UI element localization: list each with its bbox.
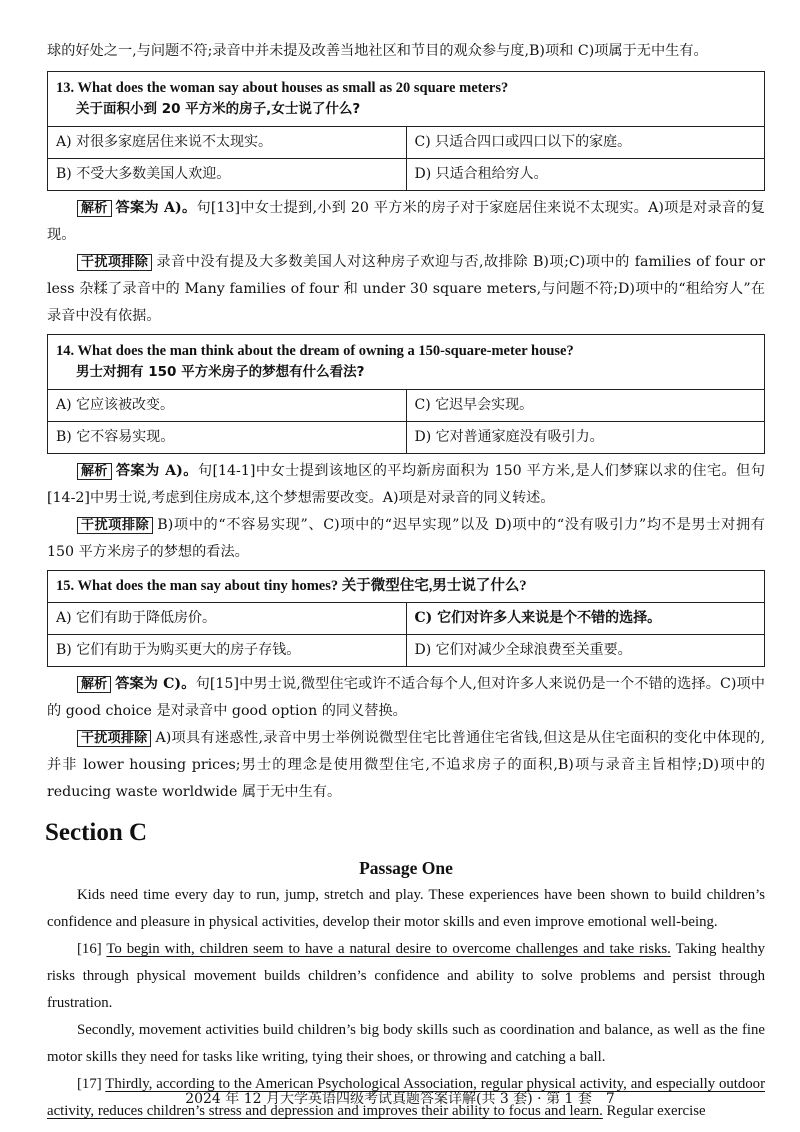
passage-title: Passage One bbox=[359, 858, 453, 878]
key-sentence: Thirdly, according to the American Psychological Association, regular physical activity, and especially outdoor activity, reduces children’s stress and depression and improves their ability to focus and learn. bbox=[47, 1076, 766, 1119]
sentence-marker: [16] bbox=[77, 941, 102, 957]
option-d: D) 只适合租给穷人。 bbox=[406, 159, 765, 191]
analysis-14: 解析 答案为 A)。句[14-1]中女士提到该地区的平均新房面积为 150 平方米,是人们梦寐以求的住宅。但句[14-2]中男士说,考虑到住房成本,这个梦想需要改变。A)项是对录音的同义转述。 bbox=[47, 463, 765, 506]
passage-paragraph: [17] Thirdly, according to the American Psychological Association, regular physical activity, and especially outdoor activity, reduces children’s stress and depression and improves their ability to focus and learn. Regular exercise bbox=[47, 1076, 766, 1119]
passage-paragraph: [16] To begin with, children seem to have a natural desire to overcome challenges and take risks. Taking healthy risks through physical movement builds children’s confidence and ability to solve problems and persist through frustration. bbox=[47, 941, 766, 1011]
option-d: D) 它对普通家庭没有吸引力。 bbox=[406, 422, 765, 454]
distractor-14: 干扰项排除 B)项中的“不容易实现”、C)项中的“迟早实现”以及 D)项中的“没有吸引力”均不是男士对拥有 150 平方米房子的梦想的看法。 bbox=[47, 517, 765, 560]
answer: 答案为 A)。 bbox=[115, 200, 197, 216]
distractor-tag: 干扰项排除 bbox=[77, 517, 153, 534]
page-footer: 2024 年 12 月大学英语四级考试真题答案详解(共 3 套) · 第 1 套 7 bbox=[185, 1091, 615, 1107]
question-13-stem: 13. What does the woman say about houses as small as 20 square meters? 关于面积小到 20 平方米的房子,女士说了什么? bbox=[48, 72, 765, 127]
key-sentence: To begin with, children seem to have a natural desire to overcome challenges and take risks. bbox=[106, 941, 671, 957]
passage-paragraph: Kids need time every day to run, jump, stretch and play. These experiences have been shown to build children’s confidence and pleasure in physical activities, develop their motor skills and even improve emotional well-being. bbox=[47, 887, 765, 930]
intro-line: 球的好处之一,与问题不符;录音中并未提及改善当地社区和节目的观众参与度,B)项和 C)项属于无中生有。 bbox=[47, 43, 708, 59]
option-d: D) 它们对减少全球浪费至关重要。 bbox=[406, 635, 765, 667]
option-c: C) 它们对许多人来说是个不错的选择。 bbox=[406, 603, 765, 635]
option-a: A) 它应该被改变。 bbox=[48, 390, 407, 422]
option-b: B) 它不容易实现。 bbox=[48, 422, 407, 454]
answer: 答案为 C)。 bbox=[115, 676, 196, 692]
analysis-tag: 解析 bbox=[77, 463, 112, 480]
answer: 答案为 A)。 bbox=[115, 463, 198, 479]
option-b: B) 它们有助于为购买更大的房子存钱。 bbox=[48, 635, 407, 667]
question-14-table bbox=[47, 334, 765, 454]
analysis-13: 解析 答案为 A)。句[13]中女士提到,小到 20 平方米的房子对于家庭居住来说不太现实。A)项是对录音的复现。 bbox=[47, 200, 765, 243]
question-13-table bbox=[47, 71, 765, 191]
distractor-tag: 干扰项排除 bbox=[77, 254, 152, 271]
page-content bbox=[47, 38, 765, 1125]
sentence-marker: [17] bbox=[77, 1076, 102, 1092]
question-15-table bbox=[47, 570, 765, 667]
question-15-stem: 15. What does the man say about tiny homes? 关于微型住宅,男士说了什么? bbox=[48, 571, 765, 603]
analysis-15: 解析 答案为 C)。句[15]中男士说,微型住宅或许不适合每个人,但对许多人来说仍是一个不错的选择。C)项中的 good choice 是对录音中 good option 的同义替换。 bbox=[47, 676, 765, 719]
question-14-stem: 14. What does the man think about the dream of owning a 150-square-meter house? 男士对拥有 150 平方米房子的梦想有什么看法? bbox=[48, 335, 765, 390]
option-a: A) 它们有助于降低房价。 bbox=[48, 603, 407, 635]
option-a: A) 对很多家庭居住来说不太现实。 bbox=[48, 127, 407, 159]
analysis-tag: 解析 bbox=[77, 200, 112, 217]
section-title: Section C bbox=[45, 819, 148, 846]
analysis-tag: 解析 bbox=[77, 676, 111, 693]
option-c: C) 它迟早会实现。 bbox=[406, 390, 765, 422]
distractor-tag: 干扰项排除 bbox=[77, 730, 151, 747]
option-c: C) 只适合四口或四口以下的家庭。 bbox=[406, 127, 765, 159]
distractor-15: 干扰项排除 A)项具有迷惑性,录音中男士举例说微型住宅比普通住宅省钱,但这是从住宅面积的变化中体现的,并非 lower housing prices;男士的理念是使用微型住宅,不追求房子的面积,B)项与录音主旨相悖;D)项中的 reducing waste worldwide 属于无中生有。 bbox=[47, 730, 765, 800]
option-b: B) 不受大多数美国人欢迎。 bbox=[48, 159, 407, 191]
passage-paragraph: Secondly, movement activities build children’s big body skills such as coordination and balance, as well as the fine motor skills they need for tasks like writing, tying their shoes, or throwing and catching a ball. bbox=[47, 1022, 765, 1065]
distractor-13: 干扰项排除 录音中没有提及大多数美国人对这种房子欢迎与否,故排除 B)项;C)项中的 families of four or less 杂糅了录音中的 Many families of four 和 under 30 square meters,与问题不符;D)项中的“租给穷人”在录音中没有依据。 bbox=[47, 254, 765, 324]
